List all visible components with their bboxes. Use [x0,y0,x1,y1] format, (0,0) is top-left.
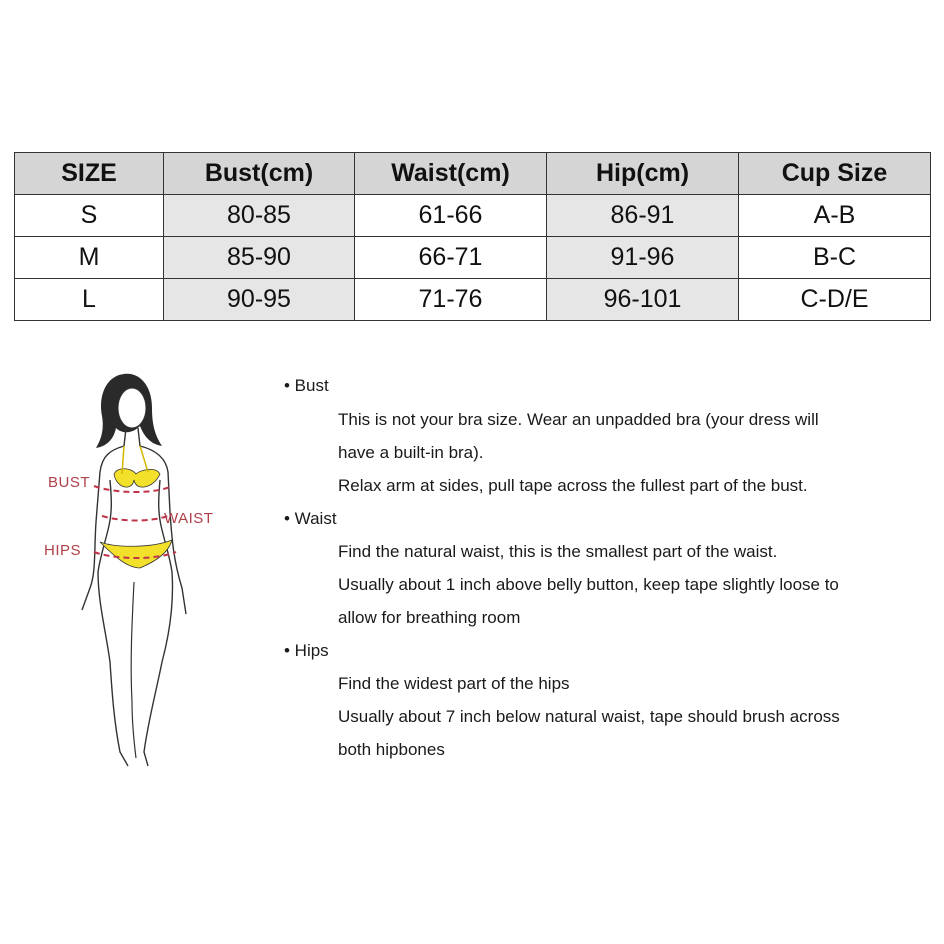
cell-waist: 71-76 [355,279,547,321]
header-size: SIZE [15,153,164,195]
cell-waist: 61-66 [355,195,547,237]
cell-cup: B-C [739,237,931,279]
cell-hip: 96-101 [547,279,739,321]
cell-size: S [15,195,164,237]
guide-hips-title: • Hips [284,641,329,660]
cell-bust: 90-95 [164,279,355,321]
waist-label: WAIST [164,510,214,527]
guide-hips-line: Find the widest part of the hips [338,674,570,693]
guide-waist-line: Find the natural waist, this is the smallest part of the waist. [338,542,778,561]
cell-size: M [15,237,164,279]
bust-label: BUST [48,474,91,491]
size-chart-table [14,152,931,321]
cell-bust: 80-85 [164,195,355,237]
cell-cup: A-B [739,195,931,237]
woman-silhouette-icon [36,362,236,782]
header-bust: Bust(cm) [164,153,355,195]
guide-waist-line: allow for breathing room [338,608,521,627]
table-row [15,195,931,237]
cell-hip: 91-96 [547,237,739,279]
guide-bust-line: This is not your bra size. Wear an unpadded bra (your dress will [338,410,819,429]
cell-hip: 86-91 [547,195,739,237]
hips-label: HIPS [44,542,82,559]
header-hip: Hip(cm) [547,153,739,195]
table-row [15,279,931,321]
guide-bust-title: • Bust [284,376,329,395]
guide-bust-line: have a built-in bra). [338,443,484,462]
cell-size: L [15,279,164,321]
guide-hips-line: Usually about 7 inch below natural waist, tape should brush across [338,707,840,726]
body-measurement-figure [36,362,236,782]
cell-bust: 85-90 [164,237,355,279]
guide-waist-line: Usually about 1 inch above belly button, keep tape slightly loose to [338,575,839,594]
cell-cup: C-D/E [739,279,931,321]
guide-waist-title: • Waist [284,509,337,528]
header-waist: Waist(cm) [355,153,547,195]
guide-hips-line: both hipbones [338,740,445,759]
cell-waist: 66-71 [355,237,547,279]
table-header-row [15,153,931,195]
header-cup-size: Cup Size [739,153,931,195]
guide-bust-line: Relax arm at sides, pull tape across the fullest part of the bust. [338,476,808,495]
table-row [15,237,931,279]
